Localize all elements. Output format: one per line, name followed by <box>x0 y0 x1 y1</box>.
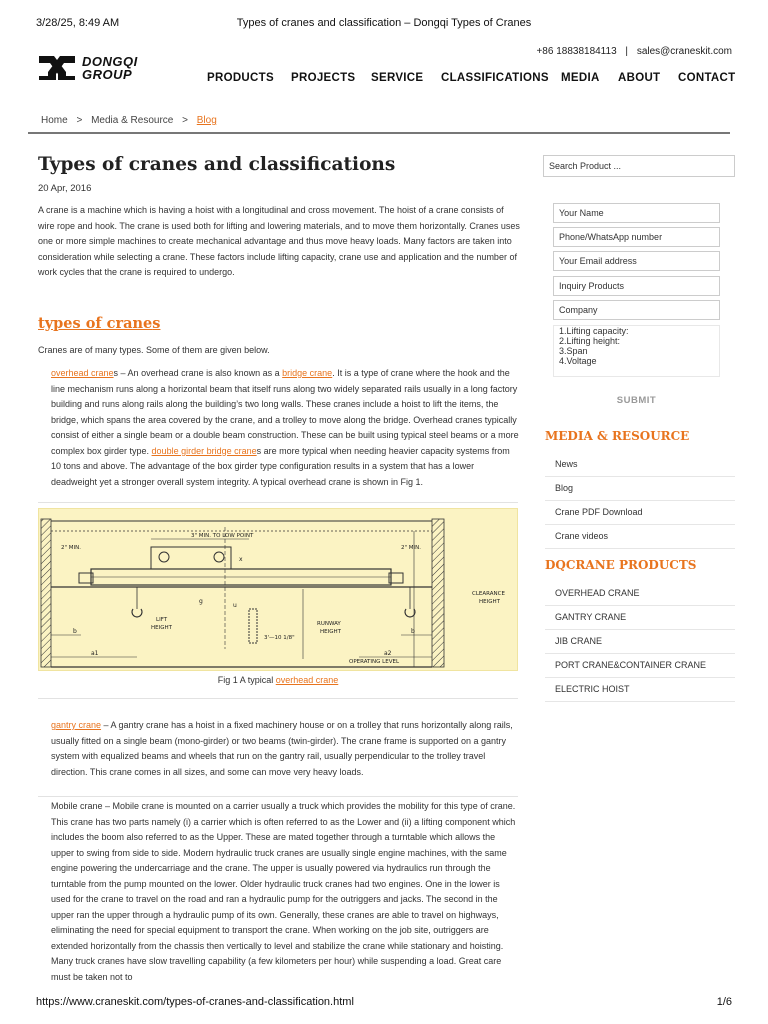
label-lift: LIFT <box>156 617 168 623</box>
label-lift-height: HEIGHT <box>151 625 172 631</box>
label-a2: a2 <box>384 650 392 657</box>
product-gantry-crane[interactable]: GANTRY CRANE <box>545 606 735 630</box>
content-divider <box>38 698 518 699</box>
label-dimension: 3'—10 1/8" <box>264 635 295 641</box>
bridge-crane-link[interactable]: bridge crane <box>282 368 333 378</box>
right-wall <box>432 519 444 667</box>
contact-email[interactable]: sales@craneskit.com <box>636 46 732 57</box>
product-port-crane[interactable]: PORT CRANE&CONTAINER CRANE <box>545 654 735 678</box>
label-u: u <box>233 602 237 609</box>
types-section-heading <box>38 315 160 332</box>
products-list <box>545 582 735 702</box>
contact-bar <box>536 46 732 57</box>
breadcrumb-separator: > <box>182 115 188 126</box>
contact-phone[interactable]: +86 18838184113 <box>536 46 617 57</box>
logo-mark-icon <box>38 54 76 82</box>
label-a1: a1 <box>91 650 99 657</box>
email-field[interactable]: Your Email address <box>553 251 720 271</box>
print-url: https://www.craneskit.com/types-of-cranes-and-classification.html <box>36 996 354 1008</box>
search-input[interactable]: Search Product ... <box>543 155 735 177</box>
label-operating-level: OPERATING LEVEL <box>349 659 400 665</box>
media-item-blog[interactable]: Blog <box>545 477 735 501</box>
types-of-cranes-link[interactable]: types of crane <box>38 315 153 332</box>
product-jib-crane[interactable]: JIB CRANE <box>545 630 735 654</box>
products-heading: DQCRANE PRODUCTS <box>545 558 697 572</box>
company-field[interactable]: Company <box>553 300 720 320</box>
breadcrumb <box>28 110 730 134</box>
product-electric-hoist[interactable]: ELECTRIC HOIST <box>545 678 735 702</box>
breadcrumb-home[interactable]: Home <box>41 115 68 126</box>
nav-about[interactable]: ABOUT <box>618 72 661 84</box>
print-page-number: 1/6 <box>716 996 732 1008</box>
media-item-news[interactable]: News <box>545 453 735 477</box>
label-clearance: CLEARANCE <box>472 591 505 597</box>
media-item-videos[interactable]: Crane videos <box>545 525 735 549</box>
label-min-low-point: 3" MIN. TO LOW POINT <box>191 533 254 539</box>
label-clearance-height: HEIGHT <box>479 599 500 605</box>
main-nav <box>207 72 735 84</box>
page-title: Types of cranes and classifications <box>38 154 396 175</box>
gantry-crane-link[interactable]: gantry crane <box>51 720 102 730</box>
double-girder-link[interactable]: double girder bridge crane <box>151 445 257 456</box>
caption-overhead-crane-link[interactable]: overhead crane <box>275 675 339 685</box>
details-textarea[interactable]: 1.Lifting capacity: 2.Lifting height: 3.Span 4.Voltage <box>553 325 720 377</box>
nav-projects[interactable]: PROJECTS <box>291 72 356 84</box>
breadcrumb-media[interactable]: Media & Resource <box>91 115 174 126</box>
contact-separator: | <box>625 46 629 57</box>
label-b-left: b <box>73 628 77 635</box>
overhead-crane-figure <box>38 508 518 671</box>
breadcrumb-separator: > <box>76 115 83 126</box>
types-intro: Cranes are of many types. Some of them are given below. <box>38 345 270 355</box>
print-page-title: Types of cranes and classification – Dongqi Types of Cranes <box>236 17 532 29</box>
overhead-crane-link[interactable]: overhead crane <box>51 368 114 378</box>
nav-classifications[interactable]: CLASSIFICATIONS <box>441 72 549 84</box>
label-runway-height: HEIGHT <box>320 629 341 635</box>
content-divider <box>38 796 518 797</box>
label-min-left: 2" MIN. <box>61 545 82 551</box>
product-overhead-crane[interactable]: OVERHEAD CRANE <box>545 582 735 606</box>
media-resource-heading: MEDIA & RESOURCE <box>545 429 690 443</box>
logo-line-2: GROUP <box>82 67 133 82</box>
overhead-crane-diagram <box>39 509 517 670</box>
inquiry-products-field[interactable]: Inquiry Products <box>553 276 720 296</box>
media-item-pdf[interactable]: Crane PDF Download <box>545 501 735 525</box>
breadcrumb-current[interactable]: Blog <box>196 115 217 126</box>
gantry-crane-paragraph <box>51 718 519 780</box>
gantry-text: – A gantry crane has a hoist in a fixed machinery house or on a trolley that runs horizontally along rails, usually fitted on a single beam (mono-girder) or two beams (twin-girder). The crane frame is supported on a gantry system with equalized beams and wheels that run on the gantry rail, usually perpendicular to the trolley travel direction. This crane comes in all sizes, and some can move very heavy loads. <box>51 720 513 777</box>
phone-field[interactable]: Phone/WhatsApp number <box>553 227 720 247</box>
post-date: 20 Apr, 2016 <box>38 183 92 194</box>
nav-products[interactable]: PRODUCTS <box>207 72 274 84</box>
label-x: x <box>239 556 243 563</box>
site-logo[interactable] <box>38 54 138 82</box>
logo-line-1: DONGQI <box>82 54 138 69</box>
overhead-text-3: s are more typical when needing heavier capacity systems from 10 tons and above. The advantage of the box girder type configuration results in a system that has a lower deadweight yet a stronger overall system integrity. A typical overhead crane is shown in Fig 1. <box>51 445 510 487</box>
label-g: g <box>199 598 203 605</box>
overhead-crane-paragraph <box>51 366 519 490</box>
label-min-right: 2" MIN. <box>401 545 422 551</box>
types-heading-suffix: s <box>152 315 161 332</box>
name-field[interactable]: Your Name <box>553 203 720 223</box>
overhead-text-1: s – An overhead crane is also known as a <box>113 368 283 378</box>
nav-service[interactable]: SERVICE <box>371 72 424 84</box>
overhead-text-2: . It is a type of crane where the hook and the line mechanism runs along a horizontal beam that itself runs along two widely separated rails usually in a long factory building and runs along rails along the building’s two long walls. These cranes include a hoist to lift the items, the bridge, which spans the area covered by the crane, and a trolley to move along the bridge. Overhead cranes typically consist of either a single beam or a double beam construction. These can be built using typical steel beams or a more complex box girder type. <box>51 368 519 456</box>
nav-contact[interactable]: CONTACT <box>678 72 736 84</box>
media-list <box>545 453 735 549</box>
submit-button[interactable]: SUBMIT <box>616 395 657 406</box>
print-datetime: 3/28/25, 8:49 AM <box>36 17 120 29</box>
nav-media[interactable]: MEDIA <box>561 72 600 84</box>
intro-paragraph: A crane is a machine which is having a hoist with a longitudinal and cross movement. The hoist of a crane consists of wire rope and hook. The crane is used both for lifting and lowering materials, and to move them horizontally. Cranes uses one or more simple machines to create mechanical advantage and thus move heavy loads. Many factors are taken into consideration while selecting a crane. These factors include lifting capacity, crane use and application and the number of work cycles that the crane is required to undergo. <box>38 205 520 277</box>
label-runway: RUNWAY <box>317 621 341 627</box>
label-b-right: b <box>411 628 415 635</box>
caption-text: Fig 1 A typical <box>217 675 276 685</box>
figure-caption <box>38 675 518 685</box>
content-divider <box>38 502 518 503</box>
mobile-crane-paragraph: Mobile crane – Mobile crane is mounted on a carrier usually a truck which provides the mobility for this type of crane. This crane has two parts namely (i) a carrier which is often referred to as the Lower and (ii) a lifting component which includes the boom also referred to as the Upper. These are mated together through a turntable which allows the upper to swing from side to side. Modern hydraulic truck cranes are usually single engine machines, with the same engine powering the undercarriage and the crane. The upper is usually powered via hydraulics run through the turntable from the pump mounted on the lower. Older hydraulic truck cranes had two engines. One in the lower is used for the crane to travel on the road and ran a hydraulic pump for the outriggers and jacks. The second in the upper ran the upper through a hydraulic pump of its own. Generally, these cranes are able to travel on highways, eliminating the need for special equipment to transport the crane. When working on the job site, outriggers are extended horizontally from the chassis then vertically to level and stabilize the crane while stationary and hoisting. Many truck cranes have slow travelling capability (a few kilometers per hour) while suspending a load. Great care must be taken not to <box>51 801 516 982</box>
trolley <box>151 547 231 569</box>
left-wall <box>41 519 51 667</box>
